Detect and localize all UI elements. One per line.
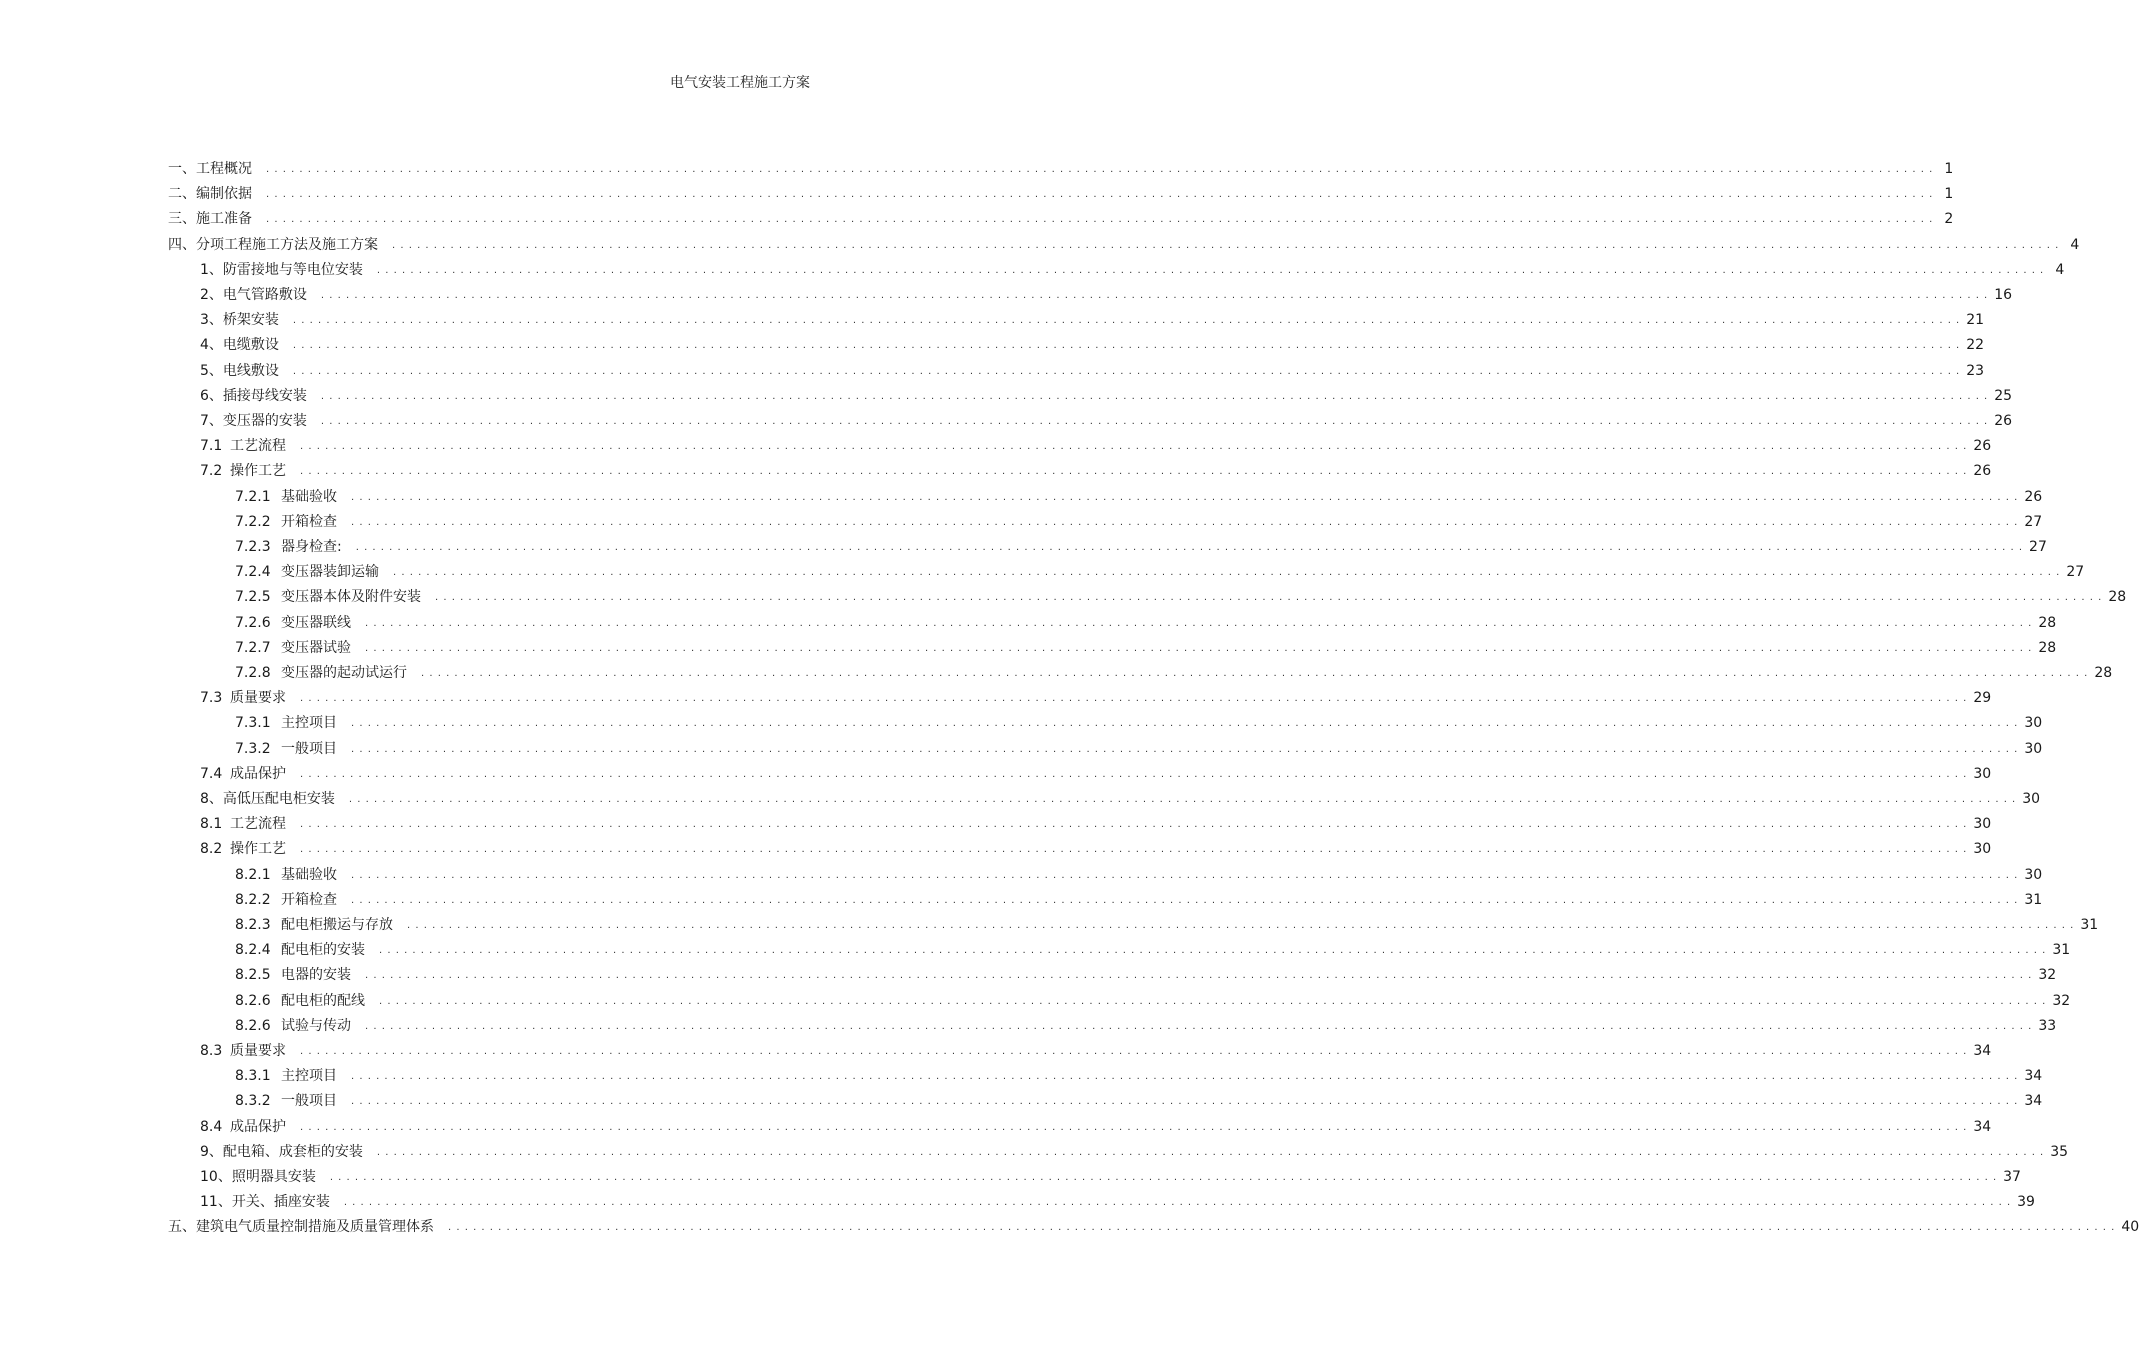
toc-entry[interactable] [235,486,2043,508]
toc-entry-label [200,334,279,356]
toc-entry[interactable] [235,511,2043,533]
toc-leader-dots: . . . . . . . . . . . . . . . . . . . . . . . . . . . . . . . . . . . . . . . . . . . . . . . . . . . . . . . . . . . . . . . . . . . . . . . . . . . . . . . . . . . . . . . . . . . . . . . . . . . . . . . . . . . . . . . . . . . . . . . . . . . . . . . . . . . . . . . . . . . . . . . . . . . . . . . . . . . . . . . . . . . . . . . . . . . . . . . . . . . . . . . . . . . . . . . . . . . . . . . . [348,794,2017,805]
toc-entry-number: 8.2.2 [235,891,271,908]
toc-entry-number: 8.2 [200,841,223,858]
toc-entry-number: 8.2.3 [235,917,271,933]
toc-entry-label [200,360,279,382]
toc-page-number: 31 [2024,891,2043,908]
toc-leader-dots: . . . . . . . . . . . . . . . . . . . . . . . . . . . . . . . . . . . . . . . . . . . . . . . . . . . . . . . . . . . . . . . . . . . . . . . . . . . . . . . . . . . . . . . . . . . . . . . . . . . . . . . . . . . . . . . . . . . . . . . . . . . . . . . . . . . . . . . . . . . . . . . . . . . . . . . . . . . . . . . . . . . . . . . . . . . . . . . . . . . . . . . . . . . . . . . . . . . . . . . . [351,894,2019,906]
toc-entry-text: 3、桥架安装 [200,312,279,329]
toc-entry-label [235,486,337,508]
toc-entry-text: 工艺流程 [230,438,286,455]
toc-leader-dots: . . . . . . . . . . . . . . . . . . . . . . . . . . . . . . . . . . . . . . . . . . . . . . . . . . . . . . . . . . . . . . . . . . . . . . . . . . . . . . . . . . . . . . . . . . . . . . . . . . . . . . . . . . . . . . . . . . . . . . . . . . . . . . . . . . . . . . . . . . . . . . . . . . . . . . . . . . . . . . . . . . . . . . . . . . . . . . . . . . . . . . . . . . . . . . . . . . . . . . . . [365,642,2033,654]
toc-entry-text: 电器的安装 [281,967,351,984]
toc-page-number: 32 [2038,967,2057,984]
toc-page-number: 33 [2038,1017,2057,1034]
toc-entry-text: 1、防雷接地与等电位安装 [200,261,363,278]
toc-entry-text: 主控项目 [281,715,337,732]
toc-leader-dots: . . . . . . . . . . . . . . . . . . . . . . . . . . . . . . . . . . . . . . . . . . . . . . . . . . . . . . . . . . . . . . . . . . . . . . . . . . . . . . . . . . . . . . . . . . . . . . . . . . . . . . . . . . . . . . . . . . . . . . . . . . . . . . . . . . . . . . . . . . . . . . . . . . . . . . . . . . . . . . . . . . . . . . . . . . . . . . . . . . . . . . . . . . . . . . . . . . . . . . . . [320,290,1989,301]
toc-leader-dots: . . . . . . . . . . . . . . . . . . . . . . . . . . . . . . . . . . . . . . . . . . . . . . . . . . . . . . . . . . . . . . . . . . . . . . . . . . . . . . . . . . . . . . . . . . . . . . . . . . . . . . . . . . . . . . . . . . . . . . . . . . . . . . . . . . . . . . . . . . . . . . . . . . . . . . . . . . . . . . . . . . . . . . . . . . . . . . . . . . . . . . . . . . . . . . . . . . . . . . . . [343,1197,2012,1209]
toc-entry-label [235,511,337,533]
toc-entry-text: 成品保护 [230,1118,286,1135]
toc-page-number: 34 [1973,1043,1992,1059]
toc-leader-dots: . . . . . . . . . . . . . . . . . . . . . . . . . . . . . . . . . . . . . . . . . . . . . . . . . . . . . . . . . . . . . . . . . . . . . . . . . . . . . . . . . . . . . . . . . . . . . . . . . . . . . . . . . . . . . . . . . . . . . . . . . . . . . . . . . . . . . . . . . . . . . . . . . . . . . . . . . . . . . . . . . . . . . . . . . . . . . . . . . . . . . . . . . . . . . . . . . . . . . . . . [300,441,1968,453]
toc-page-number: 4 [2070,236,2080,253]
toc-entry-label [235,990,365,1012]
toc-entry-label [235,1015,351,1037]
toc-page-number: 1 [1944,186,1954,203]
toc-entry-number: 8.1 [200,816,223,833]
toc-entry[interactable] [200,687,1992,709]
toc-entry-label [235,914,393,936]
toc-entry-text: 操作工艺 [230,841,286,858]
toc-page-number: 32 [2052,992,2071,1009]
toc-page-number: 23 [1966,362,1985,379]
toc-leader-dots: . . . . . . . . . . . . . . . . . . . . . . . . . . . . . . . . . . . . . . . . . . . . . . . . . . . . . . . . . . . . . . . . . . . . . . . . . . . . . . . . . . . . . . . . . . . . . . . . . . . . . . . . . . . . . . . . . . . . . . . . . . . . . . . . . . . . . . . . . . . . . . . . . . . . . . . . . . . . . . . . . . . . . . . . . . . . . . . . . . . . . . . . . . . . . . . . . . . . . . . . [266,189,1934,201]
toc-entry[interactable] [200,813,1992,835]
toc-entry-label [235,939,365,961]
toc-leader-dots: . . . . . . . . . . . . . . . . . . . . . . . . . . . . . . . . . . . . . . . . . . . . . . . . . . . . . . . . . . . . . . . . . . . . . . . . . . . . . . . . . . . . . . . . . . . . . . . . . . . . . . . . . . . . . . . . . . . . . . . . . . . . . . . . . . . . . . . . . . . . . . . . . . . . . . . . . . . . . . . . . . . . . . . . . . . . . . . . . . . . . . . . . . . . . . . . . . . . . . . . [392,239,2060,251]
toc-leader-dots: . . . . . . . . . . . . . . . . . . . . . . . . . . . . . . . . . . . . . . . . . . . . . . . . . . . . . . . . . . . . . . . . . . . . . . . . . . . . . . . . . . . . . . . . . . . . . . . . . . . . . . . . . . . . . . . . . . . . . . . . . . . . . . . . . . . . . . . . . . . . . . . . . . . . . . . . . . . . . . . . . . . . . . . . . . . . . . . . . . . . . . . . . . . . . . . . . . . . . . . . [435,592,2103,604]
toc-entry[interactable] [235,864,2043,886]
toc-page-number: 30 [2024,740,2043,757]
toc-entry[interactable] [200,838,1992,860]
toc-entry-text: 五、建筑电气质量控制措施及质量管理体系 [168,1219,434,1236]
toc-leader-dots: . . . . . . . . . . . . . . . . . . . . . . . . . . . . . . . . . . . . . . . . . . . . . . . . . . . . . . . . . . . . . . . . . . . . . . . . . . . . . . . . . . . . . . . . . . . . . . . . . . . . . . . . . . . . . . . . . . . . . . . . . . . . . . . . . . . . . . . . . . . . . . . . . . . . . . . . . . . . . . . . . . . . . . . . . . . . . . . . . . . . . . . . . . . . . . . . . . . . . . . . [351,1096,2019,1108]
toc-leader-dots: . . . . . . . . . . . . . . . . . . . . . . . . . . . . . . . . . . . . . . . . . . . . . . . . . . . . . . . . . . . . . . . . . . . . . . . . . . . . . . . . . . . . . . . . . . . . . . . . . . . . . . . . . . . . . . . . . . . . . . . . . . . . . . . . . . . . . . . . . . . . . . . . . . . . . . . . . . . . . . . . . . . . . . . . . . . . . . . . . . . . . . . . . . . . . . . . . . . . . . . . [300,768,1968,780]
toc-entry[interactable] [235,914,2099,936]
toc-entry-number: 8.3.2 [235,1093,271,1110]
toc-leader-dots: . . . . . . . . . . . . . . . . . . . . . . . . . . . . . . . . . . . . . . . . . . . . . . . . . . . . . . . . . . . . . . . . . . . . . . . . . . . . . . . . . . . . . . . . . . . . . . . . . . . . . . . . . . . . . . . . . . . . . . . . . . . . . . . . . . . . . . . . . . . . . . . . . . . . . . . . . . . . . . . . . . . . . . . . . . . . . . . . . . . . . . . . . . . . . . . . . . . . . . . . [365,617,2033,629]
toc-entry[interactable] [235,1015,2057,1037]
toc-entry-label [235,1065,337,1087]
toc-entry[interactable] [168,208,1954,230]
toc-leader-dots: . . . . . . . . . . . . . . . . . . . . . . . . . . . . . . . . . . . . . . . . . . . . . . . . . . . . . . . . . . . . . . . . . . . . . . . . . . . . . . . . . . . . . . . . . . . . . . . . . . . . . . . . . . . . . . . . . . . . . . . . . . . . . . . . . . . . . . . . . . . . . . . . . . . . . . . . . . . . . . . . . . . . . . . . . . . . . . . . . . . . . . . . . . . . . . . . . . . . . . . . [300,693,1968,705]
toc-page-number: 27 [2024,513,2043,530]
toc-entry-text: 配电柜的配线 [281,992,365,1009]
toc-leader-dots: . . . . . . . . . . . . . . . . . . . . . . . . . . . . . . . . . . . . . . . . . . . . . . . . . . . . . . . . . . . . . . . . . . . . . . . . . . . . . . . . . . . . . . . . . . . . . . . . . . . . . . . . . . . . . . . . . . . . . . . . . . . . . . . . . . . . . . . . . . . . . . . . . . . . . . . . . . . . . . . . . . . . . . . . . . . . . . . . . . . . . . . . . . . . . . . . . . . . . . . . [266,164,1934,175]
toc-leader-dots: . . . . . . . . . . . . . . . . . . . . . . . . . . . . . . . . . . . . . . . . . . . . . . . . . . . . . . . . . . . . . . . . . . . . . . . . . . . . . . . . . . . . . . . . . . . . . . . . . . . . . . . . . . . . . . . . . . . . . . . . . . . . . . . . . . . . . . . . . . . . . . . . . . . . . . . . . . . . . . . . . . . . . . . . . . . . . . . . . . . . . . . . . . . . . . . . . . . . . . . . [320,390,1989,402]
toc-entry[interactable] [200,435,1992,457]
toc-entry-label [200,284,307,306]
toc-entry-number: 7.2.5 [235,589,271,606]
toc-entry[interactable] [235,637,2057,659]
toc-entry[interactable] [200,259,2065,281]
toc-leader-dots: . . . . . . . . . . . . . . . . . . . . . . . . . . . . . . . . . . . . . . . . . . . . . . . . . . . . . . . . . . . . . . . . . . . . . . . . . . . . . . . . . . . . . . . . . . . . . . . . . . . . . . . . . . . . . . . . . . . . . . . . . . . . . . . . . . . . . . . . . . . . . . . . . . . . . . . . . . . . . . . . . . . . . . . . . . . . . . . . . . . . . . . . . . . . . . . . . . . . . . . . [300,844,1968,856]
toc-entry-text: 变压器联线 [281,614,351,631]
toc-entry[interactable] [235,939,2071,961]
toc-page-number: 16 [1994,287,2013,303]
toc-entry-label [200,309,279,331]
toc-entry-number: 7.2.6 [235,614,271,631]
toc-page-number: 37 [2003,1169,2021,1185]
toc-entry-number: 7.4 [200,765,223,782]
toc-entry[interactable] [168,183,1954,205]
toc-entry[interactable] [235,662,2113,684]
toc-leader-dots: . . . . . . . . . . . . . . . . . . . . . . . . . . . . . . . . . . . . . . . . . . . . . . . . . . . . . . . . . . . . . . . . . . . . . . . . . . . . . . . . . . . . . . . . . . . . . . . . . . . . . . . . . . . . . . . . . . . . . . . . . . . . . . . . . . . . . . . . . . . . . . . . . . . . . . . . . . . . . . . . . . . . . . . . . . . . . . . . . . . . . . . . . . . . . . . . . . . . . . . . [292,365,1961,377]
toc-entry-label [235,536,342,558]
toc-leader-dots: . . . . . . . . . . . . . . . . . . . . . . . . . . . . . . . . . . . . . . . . . . . . . . . . . . . . . . . . . . . . . . . . . . . . . . . . . . . . . . . . . . . . . . . . . . . . . . . . . . . . . . . . . . . . . . . . . . . . . . . . . . . . . . . . . . . . . . . . . . . . . . . . . . . . . . . . . . . . . . . . . . . . . . . . . . . . . . . . . . . . . . . . . . . . . . . . . . . . . . . . [351,869,2019,881]
toc-leader-dots: . . . . . . . . . . . . . . . . . . . . . . . . . . . . . . . . . . . . . . . . . . . . . . . . . . . . . . . . . . . . . . . . . . . . . . . . . . . . . . . . . . . . . . . . . . . . . . . . . . . . . . . . . . . . . . . . . . . . . . . . . . . . . . . . . . . . . . . . . . . . . . . . . . . . . . . . . . . . . . . . . . . . . . . . . . . . . . . . . . . . . . . . . . . . . . . . . . . . . . . . [393,567,2061,579]
toc-entry-number: 7.2.1 [235,488,271,505]
toc-page-number: 2 [1944,211,1954,228]
toc-entry-number: 7.3 [200,690,223,707]
toc-entry-label [168,1216,434,1238]
toc-entry-number: 7.3.1 [235,715,271,732]
toc-entry-text: 三、施工准备 [168,211,252,228]
toc-entry-label [200,1116,286,1138]
toc-entry-label [168,208,252,230]
toc-page-number: 21 [1966,312,1985,329]
toc-entry-number: 8.2.6 [235,1017,271,1034]
toc-entry[interactable] [235,738,2043,760]
toc-entry[interactable] [168,158,1954,180]
toc-entry-label [200,435,286,457]
toc-entry-text: 配电柜的安装 [281,942,365,959]
toc-entry[interactable] [200,1116,1992,1138]
toc-entry-text: 四、分项工程施工方法及施工方案 [168,236,378,253]
toc-page-number: 25 [1994,387,2013,404]
toc-page-number: 34 [2024,1093,2043,1110]
toc-page-number: 30 [1973,841,1992,858]
toc-page-number: 26 [1973,463,1992,480]
toc-page-number: 28 [2038,614,2057,631]
toc-entry-text: 8、高低压配电柜安装 [200,791,335,807]
toc-entry-text: 成品保护 [230,765,286,782]
toc-page-number: 22 [1966,337,1985,354]
toc-entry-number: 8.3.1 [235,1068,271,1085]
toc-leader-dots: . . . . . . . . . . . . . . . . . . . . . . . . . . . . . . . . . . . . . . . . . . . . . . . . . . . . . . . . . . . . . . . . . . . . . . . . . . . . . . . . . . . . . . . . . . . . . . . . . . . . . . . . . . . . . . . . . . . . . . . . . . . . . . . . . . . . . . . . . . . . . . . . . . . . . . . . . . . . . . . . . . . . . . . . . . . . . . . . . . . . . . . . . . . . . . . . . . . . . . . . [351,1071,2019,1083]
toc-entry-text: 一般项目 [281,740,337,757]
toc-page-number: 40 [2121,1219,2139,1236]
toc-entry-text: 质量要求 [230,690,286,707]
toc-entry-label [235,612,351,634]
toc-entry[interactable] [235,561,2085,583]
toc-entry-text: 9、配电箱、成套柜的安装 [200,1143,363,1160]
toc-leader-dots: . . . . . . . . . . . . . . . . . . . . . . . . . . . . . . . . . . . . . . . . . . . . . . . . . . . . . . . . . . . . . . . . . . . . . . . . . . . . . . . . . . . . . . . . . . . . . . . . . . . . . . . . . . . . . . . . . . . . . . . . . . . . . . . . . . . . . . . . . . . . . . . . . . . . . . . . . . . . . . . . . . . . . . . . . . . . . . . . . . . . . . . . . . . . . . . . . . . . . . . . [365,970,2033,982]
toc-entry-number: 7.2.3 [235,539,271,555]
toc-entry-text: 变压器本体及附件安装 [281,589,421,606]
page-header-title: 电气安装工程施工方案 [670,75,810,91]
toc-entry[interactable] [200,385,2013,407]
toc-entry-text: 开箱检查 [281,513,337,530]
toc-entry-label [200,1040,286,1062]
toc-page-number: 39 [2017,1194,2035,1211]
toc-entry[interactable] [200,460,1992,482]
toc-leader-dots: . . . . . . . . . . . . . . . . . . . . . . . . . . . . . . . . . . . . . . . . . . . . . . . . . . . . . . . . . . . . . . . . . . . . . . . . . . . . . . . . . . . . . . . . . . . . . . . . . . . . . . . . . . . . . . . . . . . . . . . . . . . . . . . . . . . . . . . . . . . . . . . . . . . . . . . . . . . . . . . . . . . . . . . . . . . . . . . . . . . . . . . . . . . . . . . . . . . . . . . . [421,668,2089,679]
toc-page-number: 30 [1973,765,1992,782]
toc-entry-number: 8.3 [200,1043,223,1059]
toc-entry-text: 器身检查: [281,539,342,555]
toc-entry-label [235,712,337,734]
toc-page-number: 30 [2024,866,2043,883]
toc-entry-text: 质量要求 [230,1043,286,1059]
toc-entry-label [235,964,351,986]
toc-leader-dots: . . . . . . . . . . . . . . . . . . . . . . . . . . . . . . . . . . . . . . . . . . . . . . . . . . . . . . . . . . . . . . . . . . . . . . . . . . . . . . . . . . . . . . . . . . . . . . . . . . . . . . . . . . . . . . . . . . . . . . . . . . . . . . . . . . . . . . . . . . . . . . . . . . . . . . . . . . . . . . . . . . . . . . . . . . . . . . . . . . . . . . . . . . . . . . . . . . . . . . . . [300,1121,1968,1133]
toc-page-number: 26 [1973,438,1992,455]
toc-leader-dots: . . . . . . . . . . . . . . . . . . . . . . . . . . . . . . . . . . . . . . . . . . . . . . . . . . . . . . . . . . . . . . . . . . . . . . . . . . . . . . . . . . . . . . . . . . . . . . . . . . . . . . . . . . . . . . . . . . . . . . . . . . . . . . . . . . . . . . . . . . . . . . . . . . . . . . . . . . . . . . . . . . . . . . . . . . . . . . . . . . . . . . . . . . . . . . . . . . . . . . . . [329,1172,1998,1183]
toc-entry[interactable] [200,1166,2021,1188]
toc-entry-number: 7.2.8 [235,665,271,681]
toc-entry-label [200,410,307,432]
toc-entry[interactable] [235,1090,2043,1112]
toc-page-number: 28 [2108,589,2127,606]
toc-entry-label [235,637,351,659]
toc-entry[interactable] [200,788,2041,810]
toc-entry-label [200,259,363,281]
toc-entry-text: 二、编制依据 [168,186,252,203]
toc-leader-dots: . . . . . . . . . . . . . . . . . . . . . . . . . . . . . . . . . . . . . . . . . . . . . . . . . . . . . . . . . . . . . . . . . . . . . . . . . . . . . . . . . . . . . . . . . . . . . . . . . . . . . . . . . . . . . . . . . . . . . . . . . . . . . . . . . . . . . . . . . . . . . . . . . . . . . . . . . . . . . . . . . . . . . . . . . . . . . . . . . . . . . . . . . . . . . . . . . . . . . . . . [355,542,2024,553]
toc-entry-text: 配电柜搬运与存放 [281,917,393,933]
toc-leader-dots: . . . . . . . . . . . . . . . . . . . . . . . . . . . . . . . . . . . . . . . . . . . . . . . . . . . . . . . . . . . . . . . . . . . . . . . . . . . . . . . . . . . . . . . . . . . . . . . . . . . . . . . . . . . . . . . . . . . . . . . . . . . . . . . . . . . . . . . . . . . . . . . . . . . . . . . . . . . . . . . . . . . . . . . . . . . . . . . . . . . . . . . . . . . . . . . . . . . . . . . . [351,491,2019,503]
toc-leader-dots: . . . . . . . . . . . . . . . . . . . . . . . . . . . . . . . . . . . . . . . . . . . . . . . . . . . . . . . . . . . . . . . . . . . . . . . . . . . . . . . . . . . . . . . . . . . . . . . . . . . . . . . . . . . . . . . . . . . . . . . . . . . . . . . . . . . . . . . . . . . . . . . . . . . . . . . . . . . . . . . . . . . . . . . . . . . . . . . . . . . . . . . . . . . . . . . . . . . . . . . . [379,945,2047,957]
toc-entry-number: 7.2.4 [235,564,271,581]
toc-entry[interactable] [168,234,2080,256]
toc-entry-text: 变压器装卸运输 [281,564,379,581]
toc-entry[interactable] [168,1216,2139,1238]
toc-entry-text: 基础验收 [281,866,337,883]
toc-entry[interactable] [200,309,1985,331]
toc-page-number: 31 [2052,942,2071,959]
toc-entry-text: 试验与传动 [281,1017,351,1034]
toc-entry-label [200,460,286,482]
toc-entry-text: 2、电气管路敷设 [200,287,307,303]
toc-page-number: 26 [2024,488,2043,505]
toc-entry[interactable] [235,536,2047,558]
toc-entry-text: 主控项目 [281,1068,337,1085]
toc-entry-text: 操作工艺 [230,463,286,480]
toc-page-number: 28 [2038,639,2057,656]
toc-entry[interactable] [235,586,2127,608]
toc-page-number: 35 [2050,1143,2069,1160]
toc-page-number: 27 [2029,539,2047,555]
toc-page-number: 30 [2024,715,2043,732]
toc-entry-text: 一般项目 [281,1093,337,1110]
toc-entry-text: 基础验收 [281,488,337,505]
toc-entry-label [200,1191,330,1213]
toc-page-number: 30 [1973,816,1992,833]
toc-entry[interactable] [235,889,2043,911]
toc-entry-number: 8.2.5 [235,967,271,984]
toc-page-number: 31 [2080,917,2099,933]
toc-entry-text: 5、电线敷设 [200,362,279,379]
toc-entry-number: 8.2.4 [235,942,271,959]
toc-leader-dots: . . . . . . . . . . . . . . . . . . . . . . . . . . . . . . . . . . . . . . . . . . . . . . . . . . . . . . . . . . . . . . . . . . . . . . . . . . . . . . . . . . . . . . . . . . . . . . . . . . . . . . . . . . . . . . . . . . . . . . . . . . . . . . . . . . . . . . . . . . . . . . . . . . . . . . . . . . . . . . . . . . . . . . . . . . . . . . . . . . . . . . . . . . . . . . . . . . . . . . . . [300,466,1968,478]
toc-entry-number: 7.2 [200,463,223,480]
toc-leader-dots: . . . . . . . . . . . . . . . . . . . . . . . . . . . . . . . . . . . . . . . . . . . . . . . . . . . . . . . . . . . . . . . . . . . . . . . . . . . . . . . . . . . . . . . . . . . . . . . . . . . . . . . . . . . . . . . . . . . . . . . . . . . . . . . . . . . . . . . . . . . . . . . . . . . . . . . . . . . . . . . . . . . . . . . . . . . . . . . . . . . . . . . . . . . . . . . . . . . . . . . . [292,340,1961,352]
toc-leader-dots: . . . . . . . . . . . . . . . . . . . . . . . . . . . . . . . . . . . . . . . . . . . . . . . . . . . . . . . . . . . . . . . . . . . . . . . . . . . . . . . . . . . . . . . . . . . . . . . . . . . . . . . . . . . . . . . . . . . . . . . . . . . . . . . . . . . . . . . . . . . . . . . . . . . . . . . . . . . . . . . . . . . . . . . . . . . . . . . . . . . . . . . . . . . . . . . . . . . . . . . . [292,315,1961,327]
toc-entry-text: 变压器试验 [281,639,351,656]
toc-page-number: 29 [1973,690,1992,707]
toc-entry-label [200,763,286,785]
toc-leader-dots: . . . . . . . . . . . . . . . . . . . . . . . . . . . . . . . . . . . . . . . . . . . . . . . . . . . . . . . . . . . . . . . . . . . . . . . . . . . . . . . . . . . . . . . . . . . . . . . . . . . . . . . . . . . . . . . . . . . . . . . . . . . . . . . . . . . . . . . . . . . . . . . . . . . . . . . . . . . . . . . . . . . . . . . . . . . . . . . . . . . . . . . . . . . . . . . . . . . . . . . . [365,1020,2033,1032]
toc-entry[interactable] [235,1065,2043,1087]
toc-entry[interactable] [235,964,2057,986]
toc-page-number: 34 [2024,1068,2043,1085]
toc-entry-text: 7、变压器的安装 [200,413,307,429]
toc-entry[interactable] [200,1141,2069,1163]
toc-leader-dots: . . . . . . . . . . . . . . . . . . . . . . . . . . . . . . . . . . . . . . . . . . . . . . . . . . . . . . . . . . . . . . . . . . . . . . . . . . . . . . . . . . . . . . . . . . . . . . . . . . . . . . . . . . . . . . . . . . . . . . . . . . . . . . . . . . . . . . . . . . . . . . . . . . . . . . . . . . . . . . . . . . . . . . . . . . . . . . . . . . . . . . . . . . . . . . . . . . . . . . . . [351,718,2019,730]
toc-entry-text: 工艺流程 [230,816,286,833]
toc-entry[interactable] [235,712,2043,734]
toc-entry-label [235,864,337,886]
toc-leader-dots: . . . . . . . . . . . . . . . . . . . . . . . . . . . . . . . . . . . . . . . . . . . . . . . . . . . . . . . . . . . . . . . . . . . . . . . . . . . . . . . . . . . . . . . . . . . . . . . . . . . . . . . . . . . . . . . . . . . . . . . . . . . . . . . . . . . . . . . . . . . . . . . . . . . . . . . . . . . . . . . . . . . . . . . . . . . . . . . . . . . . . . . . . . . . . . . . . . . . . . . . [379,995,2047,1007]
toc-entry[interactable] [200,763,1992,785]
toc-entry-number: 8.4 [200,1118,223,1135]
toc-entry-label [235,738,337,760]
toc-entry-label [200,687,286,709]
toc-entry-text: 11、开关、插座安装 [200,1194,330,1211]
toc-entry[interactable] [235,990,2071,1012]
toc-leader-dots: . . . . . . . . . . . . . . . . . . . . . . . . . . . . . . . . . . . . . . . . . . . . . . . . . . . . . . . . . . . . . . . . . . . . . . . . . . . . . . . . . . . . . . . . . . . . . . . . . . . . . . . . . . . . . . . . . . . . . . . . . . . . . . . . . . . . . . . . . . . . . . . . . . . . . . . . . . . . . . . . . . . . . . . . . . . . . . . . . . . . . . . . . . . . . . . . . . . . . . . . [320,416,1989,427]
toc-page-number: 1 [1944,161,1954,177]
toc-entry-label [168,183,252,205]
toc-entry[interactable] [200,1040,1992,1062]
toc-entry-label [200,838,286,860]
toc-entry-text: 4、电缆敷设 [200,337,279,354]
toc-entry-number: 8.2.1 [235,866,271,883]
toc-entry-number: 7.3.2 [235,740,271,757]
toc-entry[interactable] [235,612,2057,634]
toc-entry[interactable] [200,284,2013,306]
toc-page-number: 26 [1994,413,2013,429]
toc-entry-number: 7.2.7 [235,639,271,656]
toc-leader-dots: . . . . . . . . . . . . . . . . . . . . . . . . . . . . . . . . . . . . . . . . . . . . . . . . . . . . . . . . . . . . . . . . . . . . . . . . . . . . . . . . . . . . . . . . . . . . . . . . . . . . . . . . . . . . . . . . . . . . . . . . . . . . . . . . . . . . . . . . . . . . . . . . . . . . . . . . . . . . . . . . . . . . . . . . . . . . . . . . . . . . . . . . . . . . . . . . . . . . . . . . [448,1222,2116,1234]
toc-page-number: 28 [2094,665,2113,681]
toc-entry-text: 开箱检查 [281,891,337,908]
toc-leader-dots: . . . . . . . . . . . . . . . . . . . . . . . . . . . . . . . . . . . . . . . . . . . . . . . . . . . . . . . . . . . . . . . . . . . . . . . . . . . . . . . . . . . . . . . . . . . . . . . . . . . . . . . . . . . . . . . . . . . . . . . . . . . . . . . . . . . . . . . . . . . . . . . . . . . . . . . . . . . . . . . . . . . . . . . . . . . . . . . . . . . . . . . . . . . . . . . . . . . . . . . . [376,1146,2045,1158]
toc-entry-number: 7.1 [200,438,223,455]
toc-entry-label [200,385,307,407]
toc-entry-label [235,662,407,684]
toc-entry-label [235,889,337,911]
toc-entry-number: 8.2.6 [235,992,271,1009]
toc-leader-dots: . . . . . . . . . . . . . . . . . . . . . . . . . . . . . . . . . . . . . . . . . . . . . . . . . . . . . . . . . . . . . . . . . . . . . . . . . . . . . . . . . . . . . . . . . . . . . . . . . . . . . . . . . . . . . . . . . . . . . . . . . . . . . . . . . . . . . . . . . . . . . . . . . . . . . . . . . . . . . . . . . . . . . . . . . . . . . . . . . . . . . . . . . . . . . . . . . . . . . . . . [266,214,1934,226]
toc-page-number: 30 [2022,791,2041,807]
toc-leader-dots: . . . . . . . . . . . . . . . . . . . . . . . . . . . . . . . . . . . . . . . . . . . . . . . . . . . . . . . . . . . . . . . . . . . . . . . . . . . . . . . . . . . . . . . . . . . . . . . . . . . . . . . . . . . . . . . . . . . . . . . . . . . . . . . . . . . . . . . . . . . . . . . . . . . . . . . . . . . . . . . . . . . . . . . . . . . . . . . . . . . . . . . . . . . . . . . . . . . . . . . . [300,819,1968,831]
toc-entry-number: 7.2.2 [235,513,271,530]
toc-page-number: 4 [2055,261,2065,278]
toc-leader-dots: . . . . . . . . . . . . . . . . . . . . . . . . . . . . . . . . . . . . . . . . . . . . . . . . . . . . . . . . . . . . . . . . . . . . . . . . . . . . . . . . . . . . . . . . . . . . . . . . . . . . . . . . . . . . . . . . . . . . . . . . . . . . . . . . . . . . . . . . . . . . . . . . . . . . . . . . . . . . . . . . . . . . . . . . . . . . . . . . . . . . . . . . . . . . . . . . . . . . . . . . [407,920,2075,931]
toc-entry-label [235,586,421,608]
toc-leader-dots: . . . . . . . . . . . . . . . . . . . . . . . . . . . . . . . . . . . . . . . . . . . . . . . . . . . . . . . . . . . . . . . . . . . . . . . . . . . . . . . . . . . . . . . . . . . . . . . . . . . . . . . . . . . . . . . . . . . . . . . . . . . . . . . . . . . . . . . . . . . . . . . . . . . . . . . . . . . . . . . . . . . . . . . . . . . . . . . . . . . . . . . . . . . . . . . . . . . . . . . . [376,264,2045,276]
toc-leader-dots: . . . . . . . . . . . . . . . . . . . . . . . . . . . . . . . . . . . . . . . . . . . . . . . . . . . . . . . . . . . . . . . . . . . . . . . . . . . . . . . . . . . . . . . . . . . . . . . . . . . . . . . . . . . . . . . . . . . . . . . . . . . . . . . . . . . . . . . . . . . . . . . . . . . . . . . . . . . . . . . . . . . . . . . . . . . . . . . . . . . . . . . . . . . . . . . . . . . . . . . . [300,1046,1968,1057]
toc-leader-dots: . . . . . . . . . . . . . . . . . . . . . . . . . . . . . . . . . . . . . . . . . . . . . . . . . . . . . . . . . . . . . . . . . . . . . . . . . . . . . . . . . . . . . . . . . . . . . . . . . . . . . . . . . . . . . . . . . . . . . . . . . . . . . . . . . . . . . . . . . . . . . . . . . . . . . . . . . . . . . . . . . . . . . . . . . . . . . . . . . . . . . . . . . . . . . . . . . . . . . . . . [351,743,2019,755]
toc-entry-label [168,234,378,256]
toc-entry-label [200,1141,363,1163]
toc-entry[interactable] [200,360,1985,382]
toc-entry-label [168,158,252,180]
toc-entry[interactable] [200,1191,2035,1213]
toc-entry[interactable] [200,334,1985,356]
toc-page-number: 27 [2066,564,2085,581]
toc-page-number: 34 [1973,1118,1992,1135]
toc-entry-text: 变压器的起动试运行 [281,665,407,681]
toc-leader-dots: . . . . . . . . . . . . . . . . . . . . . . . . . . . . . . . . . . . . . . . . . . . . . . . . . . . . . . . . . . . . . . . . . . . . . . . . . . . . . . . . . . . . . . . . . . . . . . . . . . . . . . . . . . . . . . . . . . . . . . . . . . . . . . . . . . . . . . . . . . . . . . . . . . . . . . . . . . . . . . . . . . . . . . . . . . . . . . . . . . . . . . . . . . . . . . . . . . . . . . . . [351,516,2019,528]
toc-entry-text: 6、插接母线安装 [200,387,307,404]
toc-entry-label [235,561,379,583]
toc-entry-label [200,1166,316,1188]
toc-entry[interactable] [200,410,2013,432]
toc-entry-label [200,813,286,835]
toc-entry-label [235,1090,337,1112]
toc-entry-text: 一、工程概况 [168,161,252,177]
toc-entry-text: 10、照明器具安装 [200,1169,316,1185]
toc-entry-label [200,788,335,810]
